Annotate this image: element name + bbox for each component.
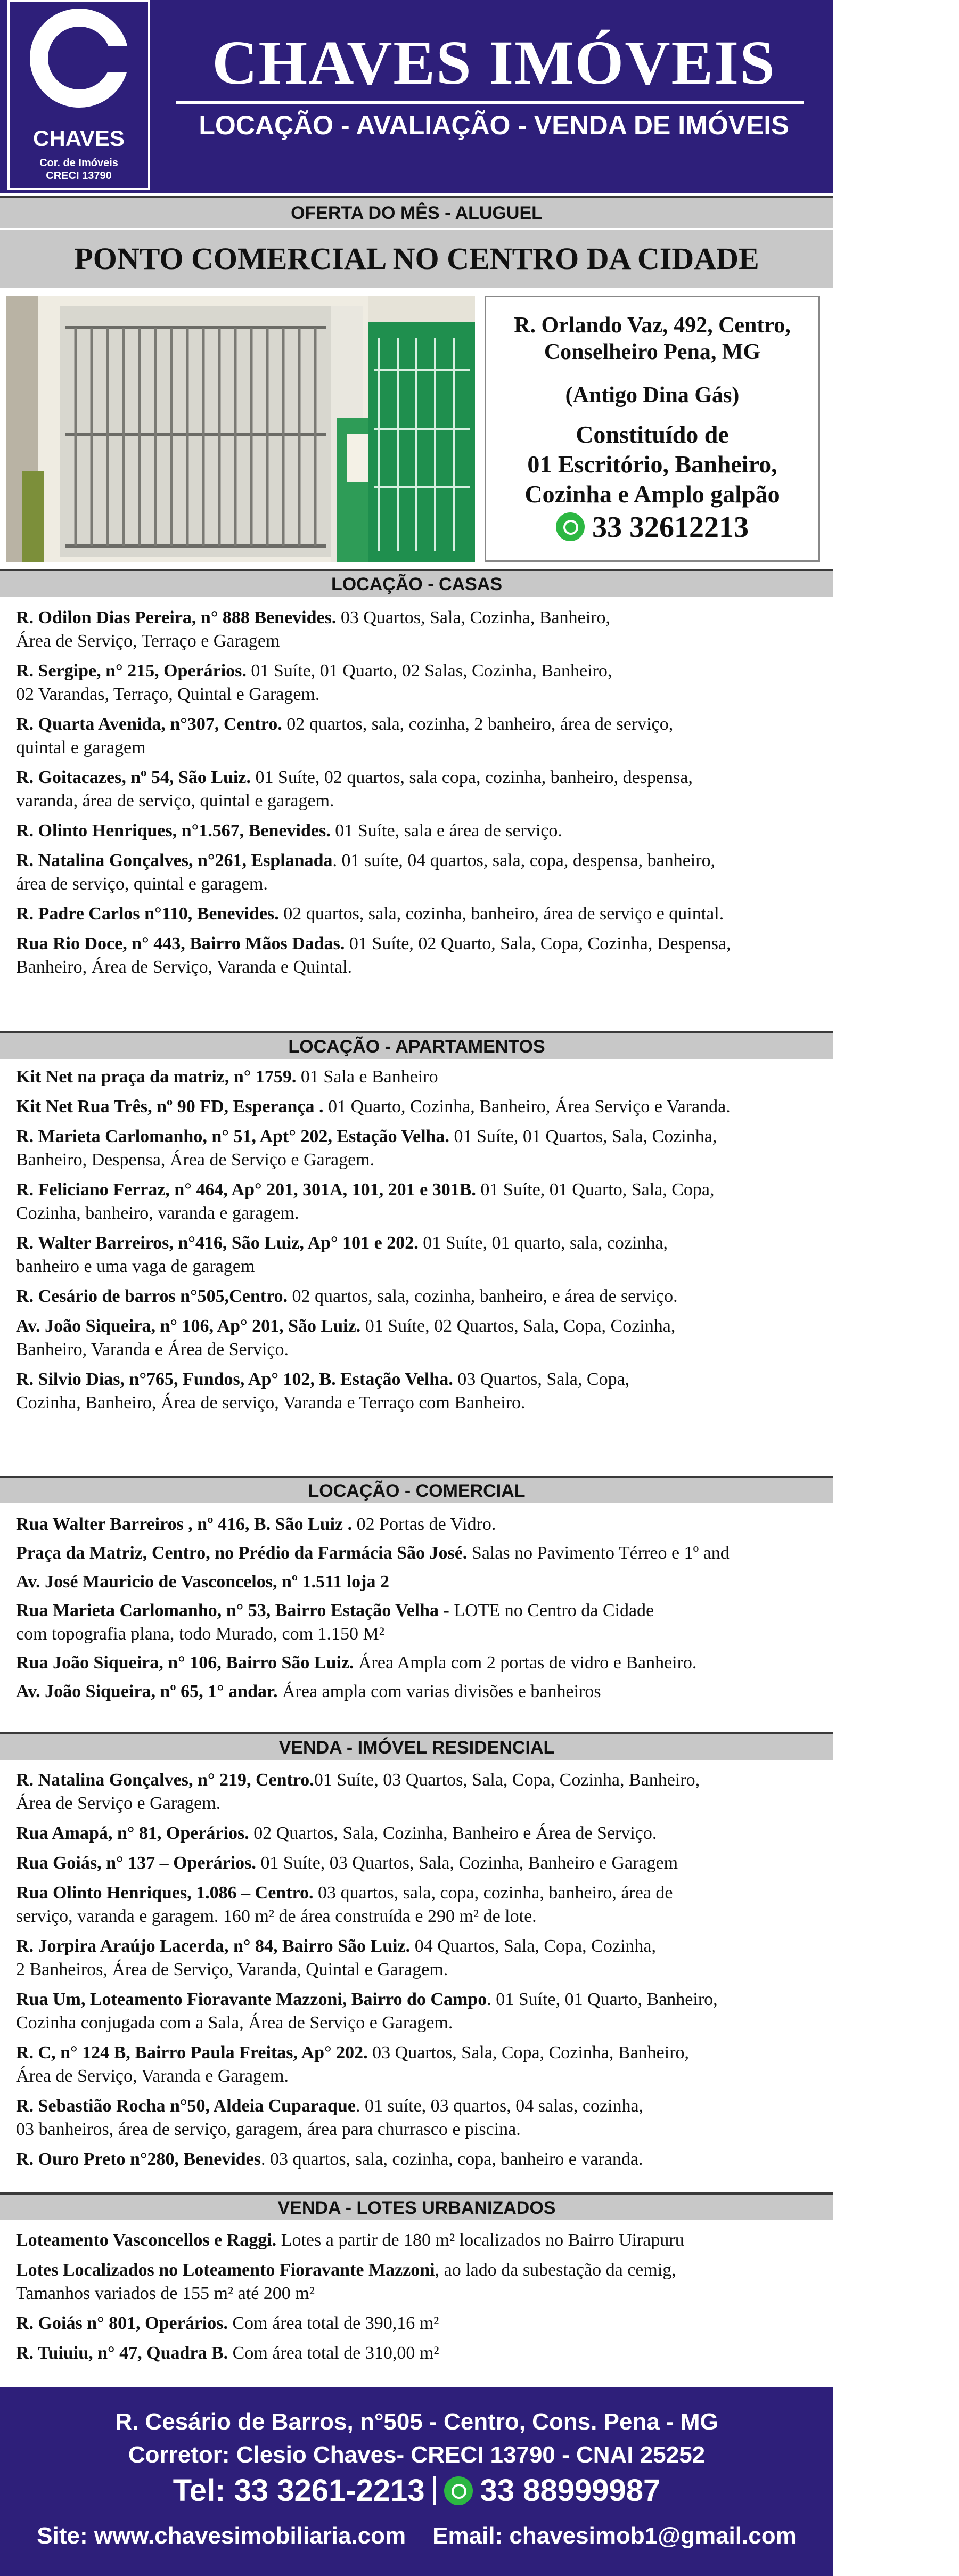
list-item-address: Av. João Siqueira, n° 106, Ap° 201, São Luiz. [16,1316,361,1336]
list-item [16,902,820,926]
list-item [16,1599,820,1646]
offer-details [485,296,820,562]
logo-sub-1: Cor. de Imóveis [39,157,118,169]
list-item-description: 01 Suíte, 01 Quartos, Sala, Cozinha, [449,1127,717,1146]
list-item-description: 01 Suíte, 02 Quarto, Sala, Copa, Cozinha, Despensa, [345,934,731,953]
footer-contacts [0,2523,833,2549]
offer-desc-line2: 01 Escritório, Banheiro, [527,451,777,478]
section-title-houses: LOCAÇÃO - CASAS [0,569,833,597]
list-item [16,2259,820,2305]
divider [433,2476,436,2505]
list-item-address: R. Feliciano Ferraz, n° 464, Ap° 201, 301A, 101, 201 e 301B. [16,1180,476,1200]
logo-sub-2: CRECI 13790 [46,170,112,182]
list-item-description: 01 Suíte, 01 Quarto, Sala, Copa, [476,1180,715,1200]
offer-title: PONTO COMERCIAL NO CENTRO DA CIDADE [0,230,833,288]
list-item-description: 04 Quartos, Sala, Copa, Cozinha, [410,1936,656,1956]
list-item-address: R. C, n° 124 B, Bairro Paula Freitas, Ap° 202. [16,2043,368,2063]
list-item-description-cont: Cozinha conjugada com a Sala, Área de Serviço e Garagem. [16,2013,453,2033]
offer-previous-name: (Antigo Dina Gás) [565,383,740,407]
list-item-address: Rua João Siqueira, n° 106, Bairro São Luiz. [16,1653,354,1673]
list-item-description-cont: Cozinha, banheiro, varanda e garagem. [16,1203,299,1223]
list-item-address: Av. João Siqueira, nº 65, 1° andar. [16,1682,278,1701]
list-item-address: R. Olinto Henriques, n°1.567, Benevides. [16,821,331,841]
list-item-description-cont: 02 Varandas, Terraço, Quintal e Garagem. [16,684,320,704]
list-item [16,1368,820,1415]
list-item-description: Área ampla com varias divisões e banheiros [277,1682,601,1701]
offer-address-line2: Conselheiro Pena, MG [544,340,761,364]
list-item-description-cont: Área de Serviço, Terraço e Garagem [16,631,280,651]
section-title-residential-sale: VENDA - IMÓVEL RESIDENCIAL [0,1732,833,1760]
list-item [16,819,820,843]
list-item-address: R. Walter Barreiros, n°416, São Luiz, Ap° 101 e 202. [16,1233,419,1253]
list-item-description: 02 quartos, sala, cozinha, banheiro, e área de serviço. [288,1286,678,1306]
list-item-address: R. Goiás n° 801, Operários. [16,2313,228,2333]
list-item-address: Rua Amapá, n° 81, Operários. [16,1823,249,1843]
list-item-description: 03 Quartos, Sala, Cozinha, Banheiro, [336,608,610,627]
list-item-address: Kit Net Rua Três, nº 90 FD, Esperança . [16,1097,324,1116]
list-item-description: 02 Portas de Vidro. [352,1514,496,1534]
section-title-commercial: LOCAÇÃO - COMERCIAL [0,1476,833,1503]
list-item-description: LOTE no Centro da Cidade [449,1601,654,1620]
list-item-description-cont: serviço, varanda e garagem. 160 m² de área construída e 290 m² de lote. [16,1906,537,1926]
logo-name: CHAVES [33,126,125,151]
header [0,0,833,193]
list-item-address: Rua Um, Loteamento Fioravante Mazzoni, Bairro do Campo [16,1990,487,2009]
storefront-image [6,296,475,562]
list-item-address: R. Goitacazes, nº 54, São Luiz. [16,768,251,787]
list-item-address: Rua Walter Barreiros , nº 416, B. São Luiz . [16,1514,353,1534]
property-photo [6,296,475,562]
list-item [16,1570,820,1594]
list-item [16,2041,820,2088]
list-item-description: 01 Suíte, 01 Quarto, 02 Salas, Cozinha, Banheiro, [246,661,612,681]
list-item-address: Rua Marieta Carlomanho, n° 53, Bairro Estação Velha - [16,1601,449,1620]
footer-whatsapp: 33 88999987 [480,2473,661,2508]
list-item [16,2342,820,2365]
list-item-address: Kit Net na praça da matriz, n° 1759. [16,1067,297,1087]
list-item-description-cont: Área de Serviço e Garagem. [16,1794,221,1813]
list-item-description-cont: Área de Serviço, Varanda e Garagem. [16,2066,289,2086]
list-item [16,932,820,979]
tagline: LOCAÇÃO - AVALIAÇÃO - VENDA DE IMÓVEIS [199,110,789,140]
apartments-list [16,1065,820,1421]
footer-phones [0,2473,833,2508]
list-item-description-cont: varanda, área de serviço, quintal e garagem. [16,791,334,811]
list-item-address: R. Padre Carlos n°110, Benevides. [16,904,279,924]
footer [0,2387,833,2576]
list-item-address: R. Ouro Preto n°280, Benevides [16,2149,261,2169]
list-item-description: 03 Quartos, Sala, Copa, Cozinha, Banheiro, [367,2043,690,2063]
section-title-apartments: LOCAÇÃO - APARTAMENTOS [0,1031,833,1059]
list-item-address: R. Odilon Dias Pereira, n° 888 Benevides. [16,608,337,627]
list-item-description-cont: com topografia plana, todo Murado, com 1.150 M² [16,1624,384,1644]
list-item [16,1852,820,1875]
list-item [16,2312,820,2335]
logo-subtitle [10,157,148,182]
list-item-address: R. Natalina Gonçalves, n°261, Esplanada [16,851,333,870]
footer-tel: Tel: 33 3261-2213 [173,2473,425,2508]
list-item-description: Com área total de 390,16 m² [228,2313,439,2333]
list-item-address: Rua Olinto Henriques, 1.086 – Centro. [16,1883,314,1903]
logo [7,0,150,190]
footer-broker: Corretor: Clesio Chaves- CRECI 13790 - CNAI 25252 [128,2442,706,2468]
list-item [16,1513,820,1536]
list-item [16,1935,820,1982]
offer-label: OFERTA DO MÊS - ALUGUEL [0,196,833,228]
list-item-description-cont: Banheiro, Varanda e Área de Serviço. [16,1340,289,1359]
list-item-description: , ao lado da subestação da cemig, [435,2260,676,2280]
list-item [16,766,820,813]
list-item [16,1315,820,1362]
list-item-description-cont: Cozinha, Banheiro, Área de serviço, Varanda e Terraço com Banheiro. [16,1393,526,1413]
list-item-description-cont: Banheiro, Despensa, Área de Serviço e Garagem. [16,1150,375,1170]
divider [176,101,804,104]
list-item-description: . 01 Suíte, 01 Quarto, Banheiro, [487,1990,718,2009]
list-item-description: 01 Suíte, 03 Quartos, Sala, Cozinha, Banheiro e Garagem [256,1853,678,1873]
offer-address [486,312,818,365]
list-item [16,1651,820,1675]
list-item-description: 02 quartos, sala, cozinha, banheiro, área de serviço e quintal. [278,904,724,924]
list-item [16,1822,820,1845]
list-item-description-cont: 2 Banheiros, Área de Serviço, Varanda, Quintal e Garagem. [16,1960,448,1979]
lots-list [16,2229,820,2371]
list-item [16,1768,820,1815]
offer-desc-line1: Constituído de [576,421,729,448]
footer-email-link[interactable]: Email: chavesimob1@gmail.com [432,2523,797,2549]
list-item-address: Lotes Localizados no Loteamento Fioravante Mazzoni [16,2260,435,2280]
offer-description [486,420,818,509]
list-item-description: 01 Suíte, 02 quartos, sala copa, cozinha, banheiro, despensa, [250,768,693,787]
list-item-description: 01 Quarto, Cozinha, Banheiro, Área Serviço e Varanda. [323,1097,731,1116]
list-item [16,1542,820,1565]
list-item-description: 01 Sala e Banheiro [296,1067,438,1087]
list-item [16,1680,820,1703]
whatsapp-icon [444,2476,473,2505]
offer-phone [486,510,818,544]
list-item [16,659,820,706]
list-item-address: R. Sebastião Rocha n°50, Aldeia Cuparaque [16,2096,356,2116]
list-item-address: R. Tuiuiu, n° 47, Quadra B. [16,2343,228,2363]
list-item [16,2229,820,2252]
section-title-lots: VENDA - LOTES URBANIZADOS [0,2192,833,2220]
footer-address: R. Cesário de Barros, n°505 - Centro, Cons. Pena - MG [115,2409,718,2435]
list-item-address: R. Quarta Avenida, n°307, Centro. [16,714,282,734]
list-item-description-cont: área de serviço, quintal e garagem. [16,874,268,894]
list-item-description: 02 quartos, sala, cozinha, 2 banheiro, área de serviço, [282,714,674,734]
houses-list [16,606,820,985]
list-item [16,2148,820,2171]
list-item-description: 01 Suíte, sala e área de serviço. [330,821,562,841]
offer-phone-number: 33 32612213 [592,511,749,544]
list-item-description: Área Ampla com 2 portas de vidro e Banheiro. [354,1653,697,1673]
list-item-description: 02 Quartos, Sala, Cozinha, Banheiro e Área de Serviço. [249,1823,657,1843]
list-item-address: Av. José Mauricio de Vasconcelos, nº 1.511 loja 2 [16,1572,389,1592]
list-item-description-cont: 03 banheiros, área de serviço, garagem, área para churrasco e piscina. [16,2120,521,2139]
list-item [16,1285,820,1308]
list-item-description: 01 Suíte, 03 Quartos, Sala, Copa, Cozinha, Banheiro, [314,1770,700,1790]
list-item [16,1125,820,1172]
page-margin [833,0,959,2576]
residential-sale-list [16,1768,820,2178]
list-item-address: Rua Goiás, n° 137 – Operários. [16,1853,256,1873]
list-item-description: 03 Quartos, Sala, Copa, [453,1369,630,1389]
list-item [16,1988,820,2035]
list-item-description: Lotes a partir de 180 m² localizados no Bairro Uirapuru [276,2230,684,2250]
whatsapp-icon [556,512,585,541]
list-item-description: 01 Suíte, 01 quarto, sala, cozinha, [418,1233,668,1253]
list-item-address: R. Sergipe, n° 215, Operários. [16,661,247,681]
list-item [16,1178,820,1225]
list-item [16,713,820,760]
list-item-description: . 01 suíte, 04 quartos, sala, copa, despensa, banheiro, [332,851,716,870]
list-item-description: . 01 suíte, 03 quartos, 04 salas, cozinha, [355,2096,644,2116]
list-item-address: Praça da Matriz, Centro, no Prédio da Farmácia São José. [16,1543,468,1563]
list-item-address: R. Jorpira Araújo Lacerda, n° 84, Bairro São Luiz. [16,1936,411,1956]
list-item-description: 01 Suíte, 02 Quartos, Sala, Copa, Cozinha, [360,1316,676,1336]
commercial-list [16,1513,820,1709]
list-item [16,1095,820,1119]
list-item [16,849,820,896]
list-item-description-cont: quintal e garagem [16,738,146,757]
list-item-address: R. Natalina Gonçalves, n° 219, Centro. [16,1770,314,1790]
list-item [16,1881,820,1928]
list-item-address: R. Marieta Carlomanho, n° 51, Apt° 202, Estação Velha. [16,1127,449,1146]
list-item-description: Com área total de 310,00 m² [228,2343,439,2363]
list-item-description: Salas no Pavimento Térreo e 1º and [467,1543,730,1563]
brand-title: CHAVES IMÓVEIS [212,28,776,97]
list-item-description: 03 quartos, sala, copa, cozinha, banheiro, área de [313,1883,673,1903]
offer-address-line1: R. Orlando Vaz, 492, Centro, [514,313,791,338]
list-item-description-cont: banheiro e uma vaga de garagem [16,1257,255,1276]
list-item-address: Loteamento Vasconcellos e Raggi. [16,2230,277,2250]
list-item-address: Rua Rio Doce, n° 443, Bairro Mãos Dadas. [16,934,345,953]
list-item-address: R. Cesário de barros n°505,Centro. [16,1286,288,1306]
footer-site-link[interactable]: Site: www.chavesimobiliaria.com [37,2523,406,2549]
list-item [16,2094,820,2141]
list-item [16,1065,820,1089]
offer-desc-line3: Cozinha e Amplo galpão [524,480,780,508]
list-item-description-cont: Banheiro, Área de Serviço, Varanda e Quintal. [16,957,352,977]
list-item [16,1232,820,1278]
list-item-address: R. Silvio Dias, n°765, Fundos, Ap° 102, B. Estação Velha. [16,1369,453,1389]
list-item-description-cont: Tamanhos variados de 155 m² até 200 m² [16,2284,315,2303]
list-item [16,606,820,653]
list-item-description: . 03 quartos, sala, cozinha, copa, banheiro e varanda. [261,2149,643,2169]
